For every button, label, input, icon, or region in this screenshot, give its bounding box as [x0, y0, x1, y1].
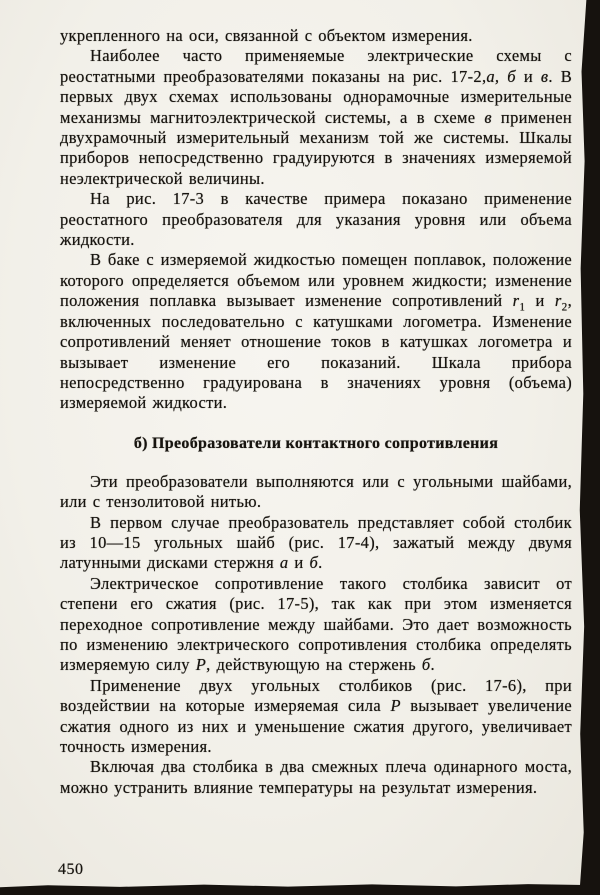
text-run: . В первых двух схемах использованы однорамочные измерительные механизмы магнитоэлектрической системы, а в схеме — [60, 66, 573, 127]
text-run: r — [512, 291, 520, 311]
paragraph — [60, 189, 572, 250]
scan-edge-bottom — [0, 881, 600, 895]
text-run: и — [515, 66, 541, 86]
paragraph — [60, 757, 572, 798]
text-run: В баке с измеряемой жидкостью помещен поплавок, положение которого определяется объемом или уровнем жидкости; изменение положения поплавка вызывает изменение сопротивлений — [60, 250, 572, 311]
text-run: , включенных последовательно с катушками логометра. Изменение сопротивлений меняет отношение токов в катушках логометра и вызывает изменение его показаний. Шкала прибора непосредственно градуирована в значениях уровня (объема) измеряемой жидкости. — [60, 291, 572, 413]
text-run: а, б — [486, 66, 516, 86]
text-run: б — [309, 553, 319, 573]
scan-edge-right — [578, 0, 600, 895]
paragraph — [60, 513, 572, 574]
text-run: б) Преобразователи контактного сопротивления — [133, 434, 499, 452]
text-run: вызывает увеличение сжатия одного из них и уменьшение сжатия другого, увеличивает точность измерения. — [60, 696, 572, 756]
text-run: Включая два столбика в два смежных плеча одинарного моста, можно устранить влияние температуры на результат измерения. — [60, 757, 572, 797]
paragraph — [60, 676, 572, 758]
subscript-text: 2 — [561, 301, 568, 314]
text-run: Р — [390, 696, 401, 716]
paragraph — [60, 250, 572, 413]
text-run: и — [288, 553, 310, 573]
text-run: Наиболее часто применяемые электрические схемы с реостатными преобразователями показаны на рис. 17-2, — [60, 46, 572, 86]
paragraph — [60, 574, 572, 676]
text-run: В первом случае преобразователь представляет собой столбик из 10—15 угольных шайб (рис. 17-4), зажатый между двумя латунными дисками стержня — [60, 512, 572, 573]
text-run: и — [525, 291, 555, 311]
paragraph — [60, 46, 572, 189]
text-run: Р — [195, 655, 207, 675]
section-heading — [60, 435, 572, 453]
paragraph — [60, 472, 572, 513]
text-run: , действующую на стержень — [206, 655, 422, 675]
page-number: 450 — [58, 861, 84, 878]
text-run: применен двухрамочный измерительный механизм той же системы. Шкалы приборов непосредственно градуируются в значениях измеряемой неэлектрической величины. — [60, 107, 572, 188]
text-block — [60, 26, 572, 798]
text-run: На рис. 17-3 в качестве примера показано применение реостатного преобразователя для указания уровня или объема жидкости. — [60, 189, 572, 250]
text-run: Эти преобразователи выполняются или с угольными шайбами, или с тензолитовой нитью. — [60, 471, 572, 512]
text-run: укрепленного на оси, связанной с объектом измерения. — [60, 26, 473, 45]
text-run: r — [554, 291, 562, 311]
text-run: Применение двух угольных столбиков (рис. 17-6), при воздействии на которые измеряемая сила — [60, 675, 572, 716]
paragraph — [60, 26, 572, 46]
text-run: в — [484, 107, 492, 127]
text-run: . — [430, 655, 435, 675]
text-run: б — [421, 655, 431, 675]
subscript-text: 1 — [519, 301, 526, 314]
text-run: Электрическое сопротивление такого столбика зависит от степени его сжатия (рис. 17-5), так как при этом изменяется переходное сопротивление между шайбами. Это дает возможность по изменению электрического сопротивления столбика определять измеряемую силу — [60, 573, 572, 675]
text-run: в — [540, 66, 549, 86]
text-run: а — [279, 553, 289, 573]
text-run: . — [318, 553, 323, 573]
